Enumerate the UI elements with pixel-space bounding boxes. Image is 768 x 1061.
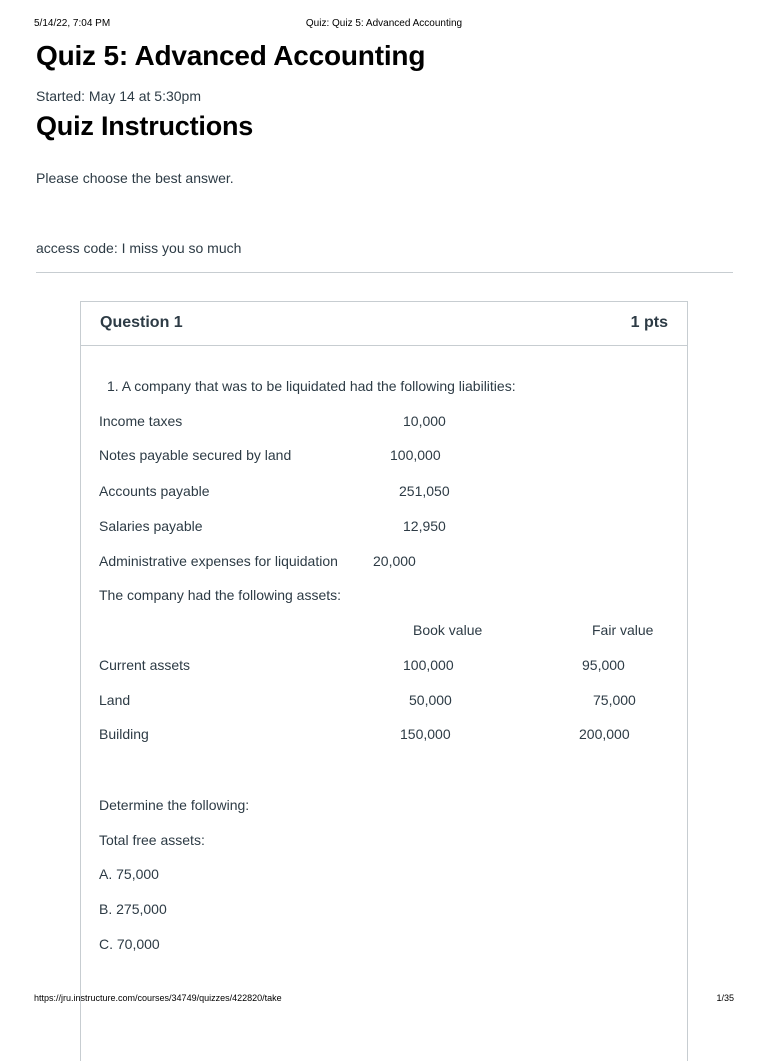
question-points: 1 pts xyxy=(630,314,668,331)
liability-amount: 10,000 xyxy=(403,413,446,429)
answer-option-b[interactable]: B. 275,000 xyxy=(99,901,167,917)
print-page-title: Quiz: Quiz 5: Advanced Accounting xyxy=(305,18,463,29)
print-datetime: 5/14/22, 7:04 PM xyxy=(34,18,111,29)
question-header xyxy=(81,302,687,346)
asset-label: Current assets xyxy=(99,657,191,673)
liability-amount: 12,950 xyxy=(403,518,446,534)
asset-label: Building xyxy=(99,726,149,742)
liability-label: Accounts payable xyxy=(99,483,210,499)
quiz-title: Quiz 5: Advanced Accounting xyxy=(36,40,426,71)
answer-option-a[interactable]: A. 75,000 xyxy=(99,866,159,882)
asset-book-value: 100,000 xyxy=(403,657,454,673)
quiz-started-text: Started: May 14 at 5:30pm xyxy=(36,88,201,104)
asset-fair-value: 95,000 xyxy=(582,657,625,673)
asset-label: Land xyxy=(99,692,131,708)
liability-label: Salaries payable xyxy=(99,518,203,534)
asset-book-value: 150,000 xyxy=(400,726,451,742)
question-name: Question 1 xyxy=(100,314,183,331)
column-header-book-value: Book value xyxy=(413,622,483,638)
question-prompt: Total free assets: xyxy=(99,832,205,848)
asset-fair-value: 200,000 xyxy=(579,726,630,742)
instructions-text: Please choose the best answer. xyxy=(36,170,234,186)
answer-option-c[interactable]: C. 70,000 xyxy=(99,936,160,952)
assets-intro: The company had the following assets: xyxy=(99,587,342,603)
determine-text: Determine the following: xyxy=(99,797,250,813)
liability-amount: 100,000 xyxy=(390,447,441,463)
print-url: https://jru.instructure.com/courses/34749/quizzes/422820/take xyxy=(34,993,282,1003)
question-intro: 1. A company that was to be liquidated had the following liabilities: xyxy=(107,378,516,394)
asset-book-value: 50,000 xyxy=(409,692,452,708)
print-footer xyxy=(34,993,734,1005)
print-header xyxy=(34,18,734,30)
question-card xyxy=(80,301,688,1061)
liability-label: Income taxes xyxy=(99,413,183,429)
column-header-fair-value: Fair value xyxy=(592,622,654,638)
quiz-instructions-heading: Quiz Instructions xyxy=(36,111,254,141)
liability-label: Administrative expenses for liquidation xyxy=(99,553,338,569)
asset-fair-value: 75,000 xyxy=(593,692,636,708)
liability-label: Notes payable secured by land xyxy=(99,447,292,463)
liability-amount: 20,000 xyxy=(373,553,416,569)
liability-amount: 251,050 xyxy=(399,483,450,499)
access-code-text: access code: I miss you so much xyxy=(36,240,242,256)
divider xyxy=(36,272,733,273)
print-page-number: 1/35 xyxy=(716,993,734,1003)
